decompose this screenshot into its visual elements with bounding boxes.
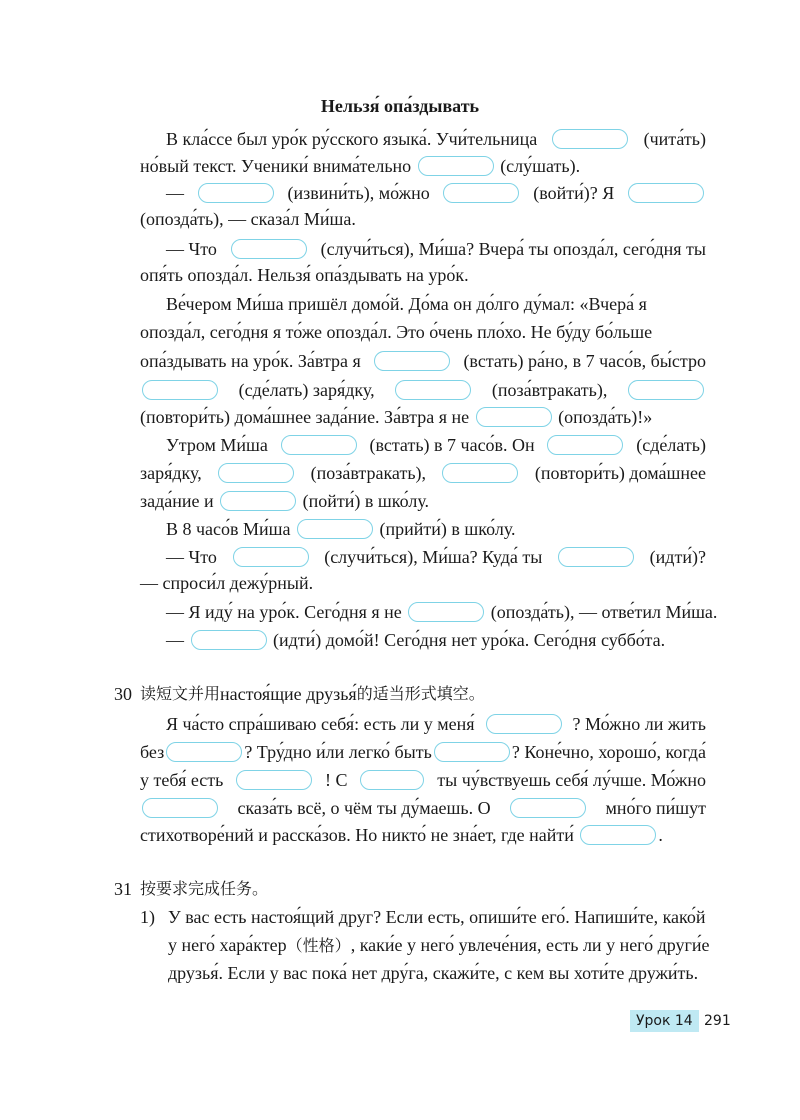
text-segment: опозда́л, сего́дня я то́же опозда́л. Это о́чень пло́хо. Не бу́ду бо́льше <box>140 322 653 342</box>
text-segment: стихотворе́ний и расска́зов. Но никто́ не зна́ет, где найти́ <box>140 825 579 845</box>
answer-blank[interactable] <box>580 825 656 845</box>
text-segment: (поза́втракать), <box>491 380 608 400</box>
text-line <box>140 739 706 765</box>
text-line <box>140 377 706 403</box>
answer-blank[interactable] <box>442 463 518 483</box>
answer-blank[interactable] <box>142 380 218 400</box>
item-1-line-2 <box>168 932 710 959</box>
text-line <box>166 627 665 653</box>
text-line <box>140 319 706 345</box>
answer-blank[interactable] <box>443 183 519 203</box>
text-segment: (сде́лать) <box>636 435 706 455</box>
answer-blank[interactable] <box>434 742 510 762</box>
text-line <box>140 460 706 486</box>
answer-blank[interactable] <box>418 156 494 176</box>
text-segment: Утром Ми́ша <box>166 435 268 455</box>
text-segment: — <box>166 630 189 650</box>
text-segment: . <box>658 825 663 845</box>
answer-blank[interactable] <box>166 742 242 762</box>
text-segment: (встать) ра́но, в 7 часо́в, бы́стро <box>463 351 706 371</box>
text-segment: мно́го пи́шут <box>605 798 706 818</box>
exercise-31-instruction <box>140 876 268 902</box>
text-segment: сказа́ть всё, о чём ты ду́маешь. О <box>237 798 491 818</box>
text-segment: (слу́шать). <box>495 156 581 176</box>
text-segment: — Что <box>166 239 217 259</box>
text-segment: (чита́ть) <box>643 129 706 149</box>
text-segment: (идти́)? <box>649 547 706 567</box>
answer-blank[interactable] <box>408 602 484 622</box>
text-segment: (опозда́ть), — сказа́л Ми́ша. <box>140 209 356 229</box>
item-1-line-1 <box>168 904 706 930</box>
text-segment: опа́здывать на уро́к. За́втра я <box>140 351 361 371</box>
item-1-text-1: У вас есть настоя́щий друг? Если есть, опиши́те его́. Напиши́те, како́й <box>168 907 706 927</box>
text-line <box>140 262 469 288</box>
text-segment: Ве́чером Ми́ша пришёл домо́й. До́ма он до́лго ду́мал: «Вчера́ я <box>166 294 647 314</box>
text-segment: — <box>166 183 184 203</box>
text-segment: — Я иду́ на уро́к. Сего́дня я не <box>166 602 407 622</box>
text-segment: но́вый текст. Ученики́ внима́тельно <box>140 156 416 176</box>
text-segment: (идти́) домо́й! Сего́дня нет уро́ка. Сего́дня суббо́та. <box>268 630 666 650</box>
text-line <box>166 126 706 152</box>
text-segment: ! С <box>325 770 348 790</box>
text-segment: ? Коне́чно, хорошо́, когда́ <box>511 742 706 762</box>
text-line <box>166 432 706 458</box>
text-segment: — Что <box>166 547 217 567</box>
text-segment: (сде́лать) заря́дку, <box>238 380 375 400</box>
answer-blank[interactable] <box>476 407 552 427</box>
text-segment: (извини́ть), мо́жно <box>287 183 430 203</box>
text-line <box>140 767 706 793</box>
answer-blank[interactable] <box>628 380 704 400</box>
text-segment: (встать) в 7 часо́в. Он <box>369 435 535 455</box>
answer-blank[interactable] <box>218 463 294 483</box>
text-segment: (случи́ться), Ми́ша? Вчера́ ты опозда́л, сего́дня ты <box>320 239 706 259</box>
text-line <box>166 516 516 542</box>
item-1-number: 1) <box>140 907 155 927</box>
text-segment: (случи́ться), Ми́ша? Куда́ ты <box>324 547 543 567</box>
text-segment: Я ча́сто спра́шиваю себя́: есть ли у меня́ <box>166 714 475 734</box>
text-segment: у тебя́ есть <box>140 770 224 790</box>
answer-blank[interactable] <box>395 380 471 400</box>
answer-blank[interactable] <box>558 547 634 567</box>
text-line <box>140 206 356 232</box>
text-segment: (повтори́ть) дома́шнее зада́ние. За́втра я не <box>140 407 474 427</box>
text-segment: (поза́втракать), <box>310 463 427 483</box>
text-segment: (опозда́ть)!» <box>553 407 653 427</box>
text-line <box>166 180 706 206</box>
lesson-label: Урок 14 <box>630 1010 699 1032</box>
answer-blank[interactable] <box>628 183 704 203</box>
text-line <box>166 711 706 737</box>
text-title: Нельзя́ опа́здывать <box>320 96 480 116</box>
exercise-30-instruction <box>140 681 485 707</box>
text-segment: (прийти́) в шко́лу. <box>375 519 516 539</box>
text-segment: зада́ние и <box>140 491 219 511</box>
answer-blank[interactable] <box>231 239 307 259</box>
text-line <box>140 795 706 821</box>
answer-blank[interactable] <box>236 770 312 790</box>
item-1-text-2 <box>168 932 710 959</box>
answer-blank[interactable] <box>360 770 424 790</box>
item-1-text-2b: , каки́е у него́ увлече́ния, есть ли у него́ други́е <box>350 935 710 955</box>
text-segment: (пойти́) в шко́лу. <box>298 491 430 511</box>
text-segment: опя́ть опозда́л. Нельзя́ опа́здывать на уро́к. <box>140 265 469 285</box>
text-line <box>140 404 652 430</box>
item-1-text-2a: у него́ хара́ктер <box>168 935 287 955</box>
text-segment: (повтори́ть) дома́шнее <box>534 463 706 483</box>
text-line <box>166 291 706 317</box>
text-line <box>140 822 663 848</box>
text-segment: В кла́ссе был уро́к ру́сского языка́. Учи́тельница <box>166 129 538 149</box>
text-line <box>166 544 706 570</box>
answer-blank[interactable] <box>374 351 450 371</box>
text-segment: — спроси́л дежу́рный. <box>140 573 314 593</box>
answer-blank[interactable] <box>198 183 274 203</box>
text-segment: ? Тру́дно и́ли легко́ быть <box>244 742 432 762</box>
text-segment: (войти́)? Я <box>533 183 615 203</box>
answer-blank[interactable] <box>510 798 586 818</box>
exercise-31-number: 31 <box>114 879 132 899</box>
instruction-cn: 按要求完成任务。 <box>140 879 269 898</box>
text-segment: В 8 часо́в Ми́ша <box>166 519 296 539</box>
text-segment: (опозда́ть), — отве́тил Ми́ша. <box>486 602 718 622</box>
page-number: 291 <box>704 1013 731 1029</box>
exercise-30-number: 30 <box>114 684 132 704</box>
answer-blank[interactable] <box>297 519 373 539</box>
answer-blank[interactable] <box>220 491 296 511</box>
item-1-text-3: друзья́. Если у вас пока́ нет дру́га, скажи́те, с кем вы хоти́те дружи́ть. <box>168 963 699 983</box>
answer-blank[interactable] <box>142 798 218 818</box>
answer-blank[interactable] <box>547 435 623 455</box>
instruction-cn-part1: 读短文并用 <box>140 684 221 703</box>
text-line <box>140 153 580 179</box>
text-segment: ты чу́вствуешь себя́ лу́чше. Мо́жно <box>437 770 706 790</box>
text-segment: заря́дку, <box>140 463 202 483</box>
instruction-ru-part: настоя́щие друзья́ <box>220 684 357 704</box>
answer-blank[interactable] <box>486 714 562 734</box>
instruction-cn-part2: 的适当形式填空。 <box>356 684 485 703</box>
answer-blank[interactable] <box>552 129 628 149</box>
text-line <box>140 348 706 374</box>
text-line <box>166 236 706 262</box>
answer-blank[interactable] <box>281 435 357 455</box>
text-line <box>140 570 313 596</box>
text-line <box>166 599 717 625</box>
text-segment: без <box>140 742 165 762</box>
answer-blank[interactable] <box>191 630 267 650</box>
answer-blank[interactable] <box>233 547 309 567</box>
item-1-text-2cn: （性格） <box>286 936 351 955</box>
item-1-line-3 <box>168 960 698 986</box>
text-segment: ? Мо́жно ли жить <box>572 714 706 734</box>
text-line <box>140 488 429 514</box>
